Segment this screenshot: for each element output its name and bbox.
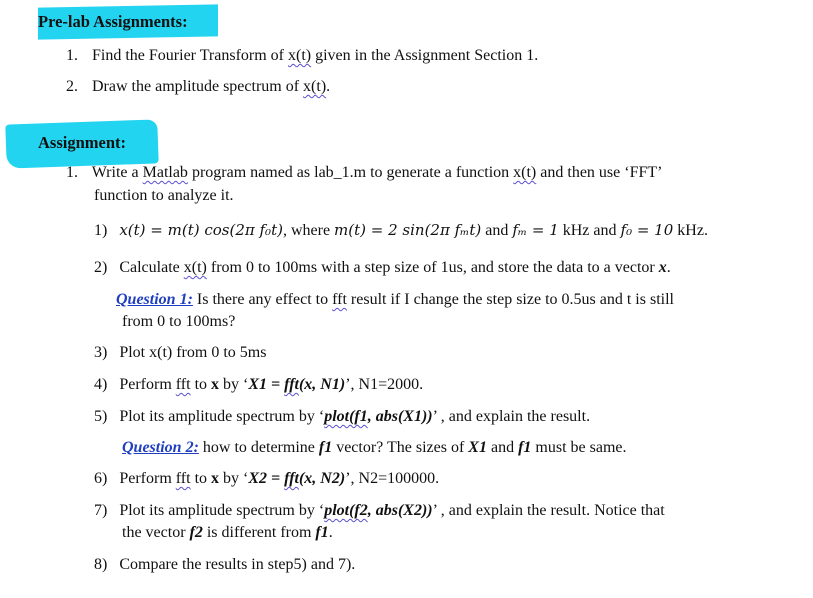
step-1: 1) x(t) = m(t) cos(2π f₀t), where m(t) = 2 sin(2π fₘt) and fₘ = 1 kHz and f₀ = 10 kHz.	[94, 221, 708, 239]
equation-fm: fₘ = 1	[512, 221, 559, 239]
question-1: Question 1: Is there any effect to fft result if I change the step size to 0.5us and t is still	[116, 291, 674, 308]
equation-f0: f₀ = 10	[620, 221, 674, 239]
equation-m: m(t) = 2 sin(2π fₘt)	[334, 221, 482, 239]
step-7: 7) Plot its amplitude spectrum by ‘plot(f2, abs(X2))’ , and explain the result. Notice that	[94, 502, 665, 519]
equation-x: x(t) = m(t) cos(2π f₀t)	[119, 221, 283, 239]
question-2-label: Question 2:	[122, 439, 199, 456]
step-7-line2: the vector f2 is different from f1.	[122, 524, 333, 541]
prelab-item-2: 2. Draw the amplitude spectrum of x(t).	[66, 78, 331, 95]
step-3: 3) Plot x(t) from 0 to 5ms	[94, 344, 267, 361]
step-5: 5) Plot its amplitude spectrum by ‘plot(f1, abs(X1))’ , and explain the result.	[94, 408, 591, 425]
question-1-line2: from 0 to 100ms?	[122, 313, 236, 330]
assignment-heading: Assignment:	[38, 133, 127, 152]
step-6: 6) Perform fft to x by ‘X2 = fft(x, N2)’, N2=100000.	[94, 470, 440, 487]
question-1-label: Question 1:	[116, 291, 193, 308]
question-2: Question 2: how to determine f1 vector? The sizes of X1 and f1 must be same.	[122, 439, 627, 456]
assignment-item-1-line2: function to analyze it.	[94, 187, 234, 204]
prelab-item-1: 1. Find the Fourier Transform of x(t) given in the Assignment Section 1.	[66, 47, 539, 64]
assignment-item-1: 1. Write a Matlab program named as lab_1.m to generate a function x(t) and then use ‘FFT’	[66, 164, 663, 181]
step-2: 2) Calculate x(t) from 0 to 100ms with a step size of 1us, and store the data to a vector x.	[94, 259, 671, 276]
step-4: 4) Perform fft to x by ‘X1 = fft(x, N1)’, N1=2000.	[94, 376, 424, 393]
prelab-heading: Pre-lab Assignments:	[38, 12, 188, 31]
step-8: 8) Compare the results in step5) and 7).	[94, 556, 356, 573]
